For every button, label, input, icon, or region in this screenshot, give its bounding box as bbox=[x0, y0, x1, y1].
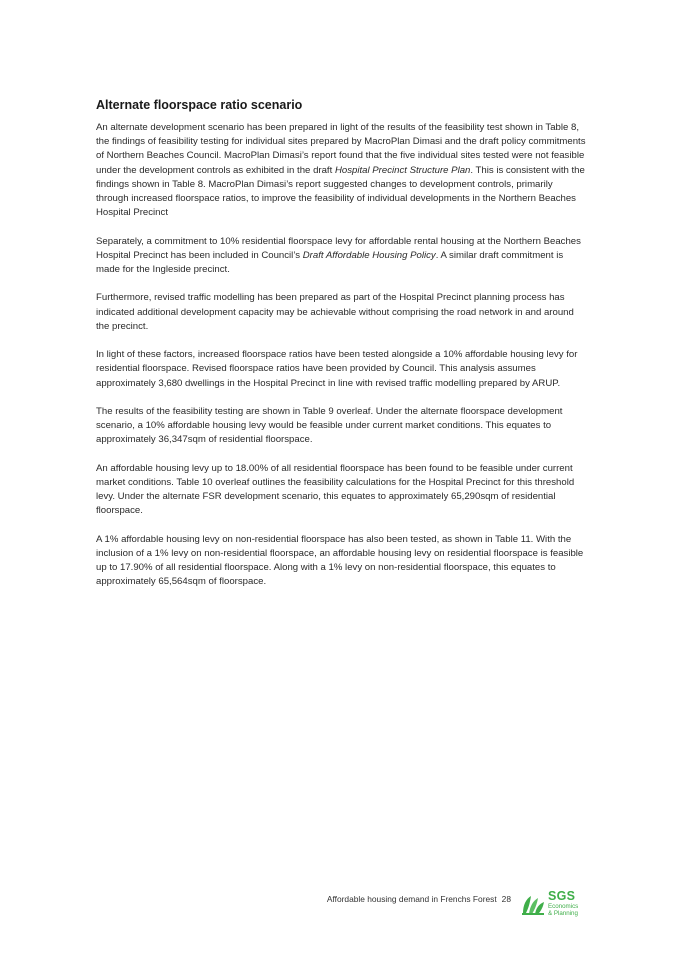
sgs-leaf-logo-icon bbox=[520, 891, 546, 917]
page-footer bbox=[0, 888, 675, 928]
paragraph-5: The results of the feasibility testing are shown in Table 9 overleaf. Under the alternate floorspace development scenario, a 10% affordable housing levy would be feasible under current market conditions. This equates to approximately 36,347sqm of residential floorspace. bbox=[96, 406, 563, 446]
sgs-logo bbox=[520, 888, 592, 922]
paragraph-1-text-b: . This is consistent with the findings shown in Table 8. MacroPlan Dimasi’s report suggested changes to development controls, primarily through increased floorspace ratios, to improve the feasibility of individual developments in the Northern Beaches Hospital Precinct bbox=[96, 164, 585, 219]
footer-title: Affordable housing demand in Frenchs Forest bbox=[326, 894, 497, 904]
paragraph-1-text-a: An alternate development scenario has been prepared in light of the results of the feasibility test shown in Table 8, the findings of feasibility testing for individual sites prepared by MacroPlan Dimasi and the draft policy commitments of Northern Beaches Council. MacroPlan Dimasi’s report found that the five individual sites tested were not feasible under the development controls as exhibited in the draft bbox=[96, 122, 586, 176]
paragraph-4: In light of these factors, increased floorspace ratios have been tested alongside a 10% affordable housing levy for residential floorspace. Revised floorspace ratios have been provided by Council. This analysis assumes approximately 3,680 dwellings in the Hospital Precinct in line with revised traffic modelling prepared by ARUP. bbox=[96, 349, 578, 389]
paragraph-6: An affordable housing levy up to 18.00% of all residential floorspace has been found to be feasible under current market conditions. Table 10 overleaf outlines the feasibility calculations for the Hospital Precinct for this threshold levy. Under the alternate FSR development scenario, this equates to approximately 65,290sqm of residential floorspace. bbox=[96, 462, 575, 517]
logo-wordmark: SGS bbox=[548, 889, 576, 903]
paragraph-1 bbox=[96, 121, 586, 220]
logo-subtitle-line2: & Planning bbox=[548, 910, 578, 917]
paragraph-2-italic: Draft Affordable Housing Policy bbox=[302, 249, 436, 261]
logo-subtitle-line1: Economics bbox=[548, 903, 579, 910]
section-heading: Alternate floorspace ratio scenario bbox=[96, 98, 303, 112]
paragraph-3: Furthermore, revised traffic modelling has been prepared as part of the Hospital Precinct planning process has indicated additional development capacity may be achievable without comprising the road network in and around the precinct. bbox=[96, 292, 574, 332]
logo-subtitle bbox=[548, 903, 578, 917]
paragraph-2-text-b: . A similar draft commitment is made for the Ingleside precinct. bbox=[96, 249, 564, 276]
footer-text bbox=[327, 894, 511, 904]
paragraph-1-italic: Hospital Precinct Structure Plan bbox=[334, 164, 471, 176]
paragraph-2 bbox=[96, 235, 586, 278]
paragraph-2-text-a: Separately, a commitment to 10% residential floorspace levy for affordable rental housing at the Northern Beaches Hospital Precinct has been included in Council’s bbox=[96, 235, 581, 261]
main-content bbox=[96, 97, 586, 604]
paragraph-7: A 1% affordable housing levy on non-residential floorspace has also been tested, as shown in Table 11. With the inclusion of a 1% levy on non-residential floorspace, an affordable housing levy on residential floorspace is feasible up to 17.90% of all residential floorspace. Along with a 1% levy on non-residential floorspace, this equates to approximately 65,564sqm of floorspace. bbox=[96, 533, 584, 588]
page-number: 28 bbox=[501, 894, 511, 904]
